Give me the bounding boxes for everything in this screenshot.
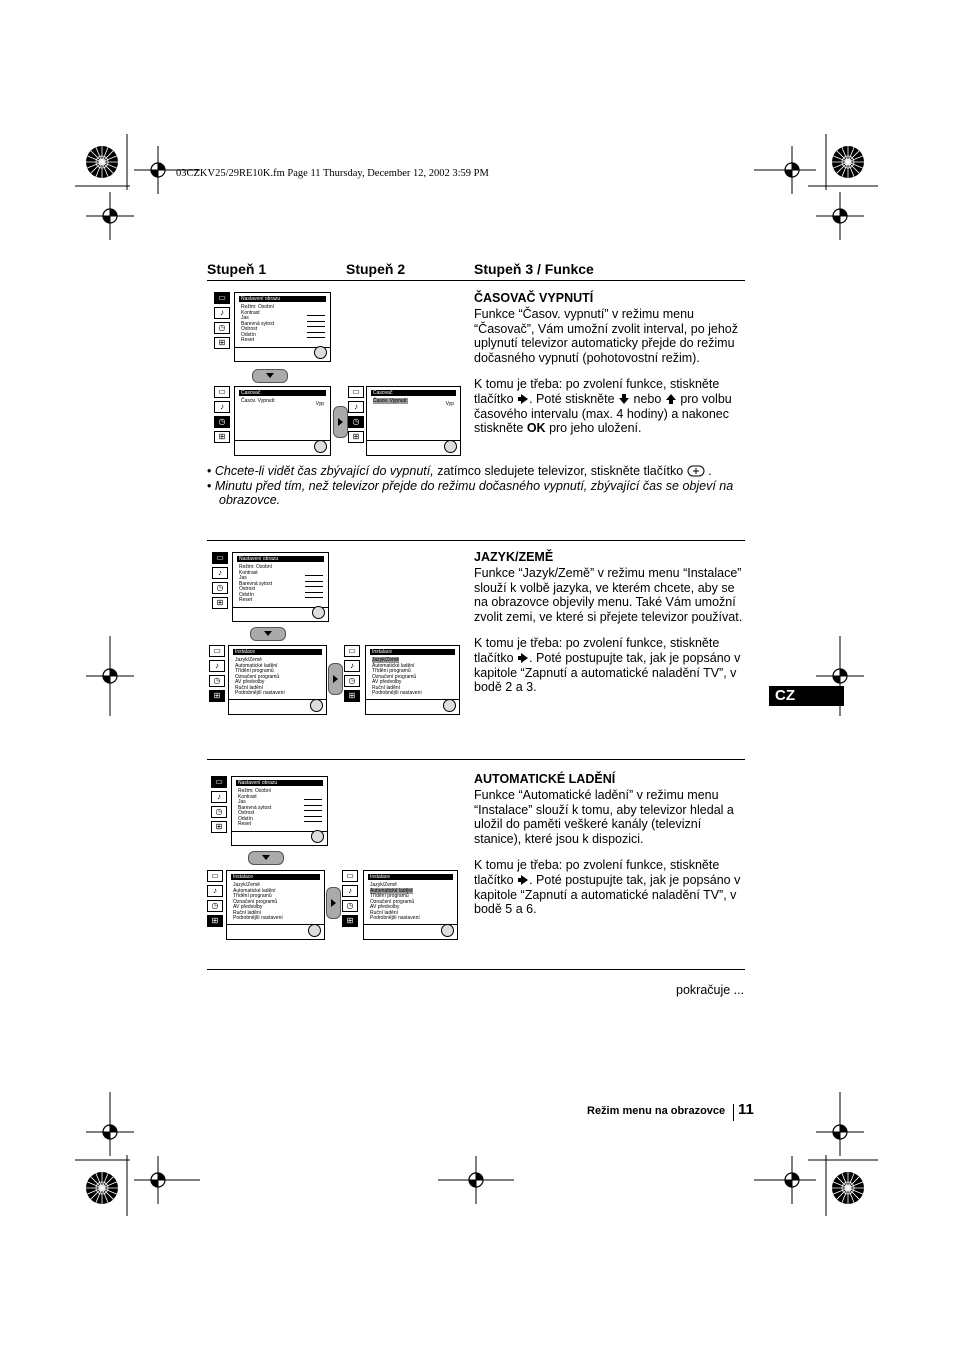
section-instructions: K tomu je třeba: po zvolení funkce, stiskněte tlačítko . Poté postupujte tak, jak je popsáno v kapitole “Zapnutí a automatické naladění TV”, v bodě 5 a 6. (474, 858, 741, 917)
menu-diagram-install-selected (344, 645, 462, 715)
info-button-icon (687, 465, 705, 477)
right-button-icon (517, 393, 529, 405)
install-icon: ⊞ (211, 821, 227, 833)
section-paragraph: Funkce “Časov. vypnutí” v režimu menu “Časovač”, Vám umožní zvolit interval, po jehož uplynutí televizor automaticky přejde do režimu dočasného vypnutí (pohotovostní režim). (474, 307, 738, 365)
section-instructions: K tomu je třeba: po zvolení funkce, stiskněte tlačítko . Poté stiskněte nebo pro volbu časového intervalu (max. 4 hodiny) a nakonec stiskněte OK pro jeho uložení. (474, 377, 732, 436)
install-icon: ⊞ (214, 337, 230, 349)
menu-diagram-picture (211, 776, 329, 846)
menu-diagram-timer (214, 386, 332, 456)
menu-title: Nastavení obrazu (239, 296, 326, 302)
menu-items: Režim: Osobní Kontrast Jas Barevná sytost Ostrost Odstín Reset (239, 564, 273, 603)
timer-icon: ◷ (212, 582, 228, 594)
menu-diagram-install-selected (342, 870, 460, 940)
right-arrow-icon (328, 663, 343, 695)
picture-icon: ▭ (207, 870, 223, 882)
right-button-icon (517, 874, 529, 886)
timer-icon: ◷ (342, 900, 358, 912)
section-language-text (474, 550, 746, 707)
sound-icon: ♪ (214, 307, 230, 319)
column-header-step3: Stupeň 3 / Funkce (474, 261, 594, 277)
sound-icon: ♪ (207, 885, 223, 897)
menu-value: Vyp (445, 401, 454, 407)
picture-icon: ▭ (212, 552, 228, 564)
section-instructions: K tomu je třeba: po zvolení funkce, stiskněte tlačítko . Poté postupujte tak, jak je popsáno v kapitole “Zapnutí a automatické naladění TV”, v bodě 2 a 3. (474, 636, 741, 695)
down-arrow-icon (248, 851, 284, 865)
install-icon: ⊞ (348, 431, 364, 443)
divider (207, 759, 745, 760)
section-title: JAZYK/ZEMĚ (474, 550, 554, 564)
menu-items: Jazyk/Země Automatické ladění Třídění programů Označení programů AV předvolby Ruční ladění Podrobnější nastavení (372, 657, 422, 696)
footer-title: Režim menu na obrazovce (587, 1105, 726, 1117)
picture-icon: ▭ (214, 386, 230, 398)
picture-icon: ▭ (348, 386, 364, 398)
right-arrow-icon (326, 887, 341, 919)
down-arrow-icon (252, 369, 288, 383)
menu-title: Instalace (231, 874, 320, 880)
language-tab: CZ (769, 686, 844, 706)
picture-icon: ▭ (344, 645, 360, 657)
menu-items: Jazyk/Země Automatické ladění Třídění programů Označení programů AV předvolby Ruční ladění Podrobnější nastavení (370, 882, 420, 921)
section-paragraph: Funkce “Jazyk/Země” v režimu menu “Instalace” slouží k volbě jazyka, ve kterém chcete, aby se na obrazovce objevily menu. Také Vám umožní zvolit zemi, ve které si přejete televizor používat. (474, 566, 743, 624)
picture-icon: ▭ (342, 870, 358, 882)
menu-title: Nastavení obrazu (236, 780, 323, 786)
ok-icon (308, 924, 321, 937)
timer-icon: ◷ (209, 675, 225, 687)
picture-icon: ▭ (214, 292, 230, 304)
ok-icon (312, 606, 325, 619)
menu-diagram-timer-selected (348, 386, 462, 456)
ok-icon (311, 830, 324, 843)
picture-icon: ▭ (211, 776, 227, 788)
menu-value: Vyp (315, 401, 324, 407)
install-icon: ⊞ (207, 915, 223, 927)
section-timer-notes (205, 464, 745, 508)
menu-items: Režim: Osobní Kontrast Jas Barevná sytost Ostrost Odstín Reset (241, 304, 275, 343)
ok-icon (314, 346, 327, 359)
section-timer-text (474, 291, 746, 448)
right-arrow-icon (333, 406, 348, 438)
menu-diagram-install (207, 870, 327, 940)
menu-items: Jazyk/Země Automatické ladění Třídění programů Označení programů AV předvolby Ruční ladění Podrobnější nastavení (235, 657, 285, 696)
divider (207, 969, 745, 970)
picture-icon: ▭ (209, 645, 225, 657)
section-autotune-text (474, 772, 746, 929)
menu-diagram-picture (214, 292, 332, 362)
ok-icon (443, 699, 456, 712)
sound-icon: ♪ (211, 791, 227, 803)
timer-icon: ◷ (214, 322, 230, 334)
ok-icon (441, 924, 454, 937)
continued-label: pokračuje ... (676, 983, 745, 997)
page-number: 11 (738, 1101, 754, 1118)
note-item: • Chcete-li vidět čas zbývající do vypnutí, zatímco sledujete televizor, stiskněte tlačítko . (207, 464, 712, 478)
menu-items: Jazyk/Země Automatické ladění Třídění programů Označení programů AV předvolby Ruční ladění Podrobnější nastavení (233, 882, 283, 921)
timer-icon: ◷ (344, 675, 360, 687)
timer-icon: ◷ (211, 806, 227, 818)
section-title: ČASOVAČ VYPNUTÍ (474, 291, 594, 305)
timer-icon: ◷ (214, 416, 230, 428)
menu-title: Instalace (233, 649, 322, 655)
install-icon: ⊞ (344, 690, 360, 702)
menu-title: Nastavení obrazu (237, 556, 324, 562)
sound-icon: ♪ (344, 660, 360, 672)
sound-icon: ♪ (209, 660, 225, 672)
divider (207, 540, 745, 541)
install-icon: ⊞ (209, 690, 225, 702)
up-button-icon (665, 393, 677, 405)
file-header: 03CZKV25/29RE10K.fm Page 11 Thursday, December 12, 2002 3:59 PM (176, 168, 489, 179)
ok-icon (314, 440, 327, 453)
ok-icon (310, 699, 323, 712)
footer-divider (733, 1104, 734, 1121)
install-icon: ⊞ (342, 915, 358, 927)
install-icon: ⊞ (212, 597, 228, 609)
menu-title: Instalace (368, 874, 453, 880)
section-paragraph: Funkce “Automatické ladění” v režimu menu “Instalace” slouží k tomu, aby televizor hledal a uložil do paměti veškeré kanály (televizní stanice), které jsou k dispozici. (474, 788, 734, 846)
ok-icon (444, 440, 457, 453)
timer-icon: ◷ (207, 900, 223, 912)
timer-icon: ◷ (348, 416, 364, 428)
down-button-icon (618, 393, 630, 405)
sound-icon: ♪ (214, 401, 230, 413)
right-button-icon (517, 652, 529, 664)
menu-items: Režim: Osobní Kontrast Jas Barevná sytost Ostrost Odstín Reset (238, 788, 272, 827)
menu-diagram-picture (212, 552, 330, 622)
sound-icon: ♪ (342, 885, 358, 897)
install-icon: ⊞ (214, 431, 230, 443)
menu-diagram-install (209, 645, 329, 715)
menu-title: Instalace (370, 649, 455, 655)
menu-title: Časovač (239, 390, 326, 396)
menu-item: Časov. Vypnutí: (241, 398, 276, 404)
note-item: • Minutu před tím, než televizor přejde do režimu dočasného vypnutí, zbývající čas se objeví na obrazovce. (207, 478, 734, 508)
column-header-step1: Stupeň 1 (207, 261, 267, 277)
section-title: AUTOMATICKÉ LADĚNÍ (474, 772, 616, 786)
column-header-step2: Stupeň 2 (346, 261, 406, 277)
menu-item-selected: Časov. Vypnutí: (373, 398, 408, 404)
divider (207, 280, 745, 281)
down-arrow-icon (250, 627, 286, 641)
sound-icon: ♪ (212, 567, 228, 579)
sound-icon: ♪ (348, 401, 364, 413)
menu-title: Časovač (371, 390, 456, 396)
